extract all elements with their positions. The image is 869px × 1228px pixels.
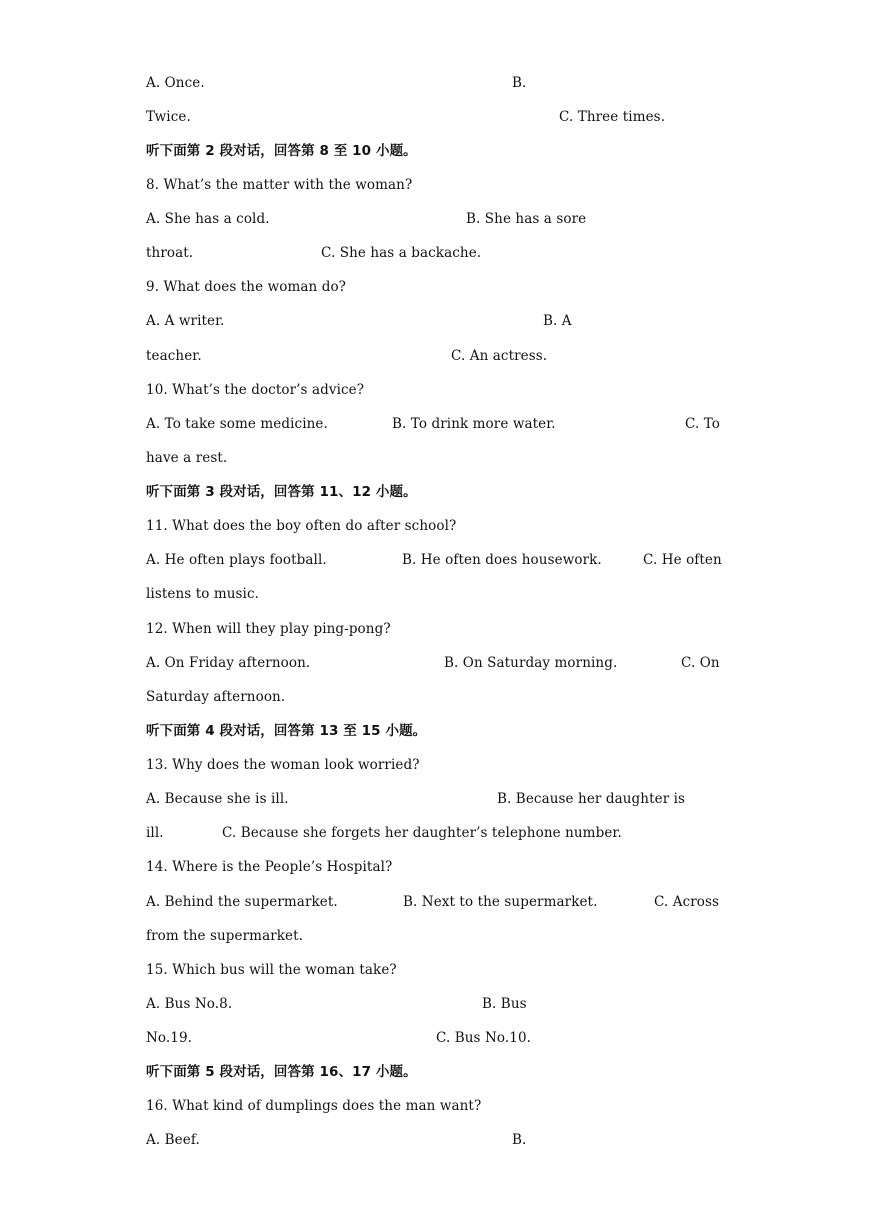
option-a: A. On Friday afternoon.: [146, 655, 311, 671]
option-c-continued: listens to music.: [146, 586, 260, 602]
option-c: C. She has a backache.: [321, 245, 482, 261]
option-b-continued: No.19.: [146, 1030, 193, 1046]
option-c-continued: from the supermarket.: [146, 928, 304, 944]
option-a: A. Bus No.8.: [146, 996, 233, 1012]
option-b: B. He often does housework.: [402, 552, 602, 568]
option-b-continued: ill.: [146, 825, 164, 841]
option-c-continued: have a rest.: [146, 450, 228, 466]
option-b: B. Bus: [482, 996, 527, 1012]
question-10: 10. What’s the doctor’s advice?: [146, 382, 365, 398]
question-16: 16. What kind of dumplings does the man want?: [146, 1098, 482, 1114]
section-heading-5: 听下面第 5 段对话，回答第 16、17 小题。: [146, 1064, 417, 1080]
option-a: A. Beef.: [146, 1132, 200, 1148]
option-a: A. Behind the supermarket.: [146, 894, 338, 910]
option-a: A. To take some medicine.: [146, 416, 328, 432]
option-b-continued: throat.: [146, 245, 194, 261]
question-14: 14. Where is the People’s Hospital?: [146, 859, 393, 875]
option-b: B. Because her daughter is: [497, 791, 686, 807]
option-b: B. A: [543, 313, 572, 329]
option-a: A. He often plays football.: [146, 552, 327, 568]
question-12: 12. When will they play ping-pong?: [146, 621, 391, 637]
option-b: B. On Saturday morning.: [444, 655, 618, 671]
option-b: B.: [512, 1132, 527, 1148]
option-a: A. Once.: [146, 75, 205, 91]
option-c: C. Bus No.10.: [436, 1030, 532, 1046]
section-heading-4: 听下面第 4 段对话，回答第 13 至 15 小题。: [146, 723, 427, 739]
option-c-continued: Saturday afternoon.: [146, 689, 286, 705]
option-c: C. To: [685, 416, 721, 432]
option-c: C. He often: [643, 552, 722, 568]
option-b-continued: Twice.: [146, 109, 191, 125]
question-13: 13. Why does the woman look worried?: [146, 757, 420, 773]
question-9: 9. What does the woman do?: [146, 279, 347, 295]
option-c: C. On: [681, 655, 720, 671]
option-c: C. Because she forgets her daughter’s telephone number.: [222, 825, 622, 841]
option-b-continued: teacher.: [146, 348, 202, 364]
option-b: B.: [512, 75, 527, 91]
option-c: C. An actress.: [451, 348, 548, 364]
option-a: A. She has a cold.: [146, 211, 270, 227]
section-heading-2: 听下面第 2 段对话，回答第 8 至 10 小题。: [146, 143, 417, 159]
option-c: C. Three times.: [559, 109, 666, 125]
option-b: B. To drink more water.: [392, 416, 556, 432]
question-8: 8. What’s the matter with the woman?: [146, 177, 413, 193]
option-c: C. Across: [654, 894, 720, 910]
option-b: B. She has a sore: [466, 211, 587, 227]
question-15: 15. Which bus will the woman take?: [146, 962, 397, 978]
option-a: A. Because she is ill.: [146, 791, 289, 807]
section-heading-3: 听下面第 3 段对话，回答第 11、12 小题。: [146, 484, 417, 500]
option-a: A. A writer.: [146, 313, 225, 329]
question-11: 11. What does the boy often do after school?: [146, 518, 457, 534]
option-b: B. Next to the supermarket.: [403, 894, 598, 910]
